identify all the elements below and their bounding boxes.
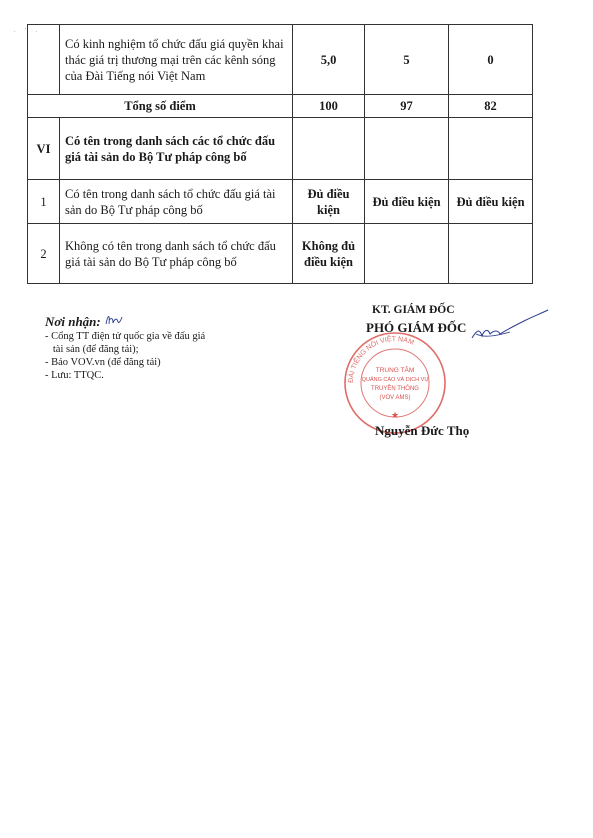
page-marks: . ' .	[14, 28, 42, 34]
section-number: VI	[28, 118, 60, 180]
row-number: 1	[28, 180, 60, 224]
score-cell: Đủ điều kiện	[449, 180, 533, 224]
svg-text:ĐÀI TIẾNG NÓI VIỆT NAM	[346, 334, 415, 383]
row-number: 2	[28, 224, 60, 284]
seal-line: (VOV AMS)	[379, 395, 411, 401]
seal-line: QUẢNG CÁO VÀ DỊCH VỤ	[361, 377, 429, 383]
max-score-cell: Không đủ điều kiện	[293, 224, 365, 284]
seal-line: TRUNG TÂM	[375, 367, 415, 374]
handwritten-signature	[470, 308, 550, 348]
criterion-cell: Không có tên trong danh sách tổ chức đấu giá tài sản do Bộ Tư pháp công bố	[60, 224, 293, 284]
total-row	[28, 95, 533, 118]
score-cell: 5	[365, 25, 449, 95]
recipients-block	[45, 312, 205, 382]
score-cell: Đủ điều kiện	[365, 180, 449, 224]
signer-title-line2: PHÓ GIÁM ĐỐC	[366, 320, 467, 335]
evaluation-table	[27, 24, 533, 284]
section-row	[28, 118, 533, 180]
recipients-title: Nơi nhận:	[45, 314, 101, 329]
total-score: 97	[365, 95, 449, 118]
seal-ring-text: ĐÀI TIẾNG NÓI VIỆT NAM	[347, 335, 415, 384]
svg-text:★: ★	[390, 410, 400, 420]
row-number	[28, 25, 60, 95]
criterion-cell: Có kinh nghiệm tổ chức đấu giá quyền khai thác giá trị thương mại trên các kênh sóng của Đài Tiếng nói Việt Nam	[60, 25, 293, 95]
total-max: 100	[293, 95, 365, 118]
recipient-item: - Báo VOV.vn (để đăng tải)	[45, 357, 161, 368]
table-row	[28, 25, 533, 95]
total-score: 82	[449, 95, 533, 118]
total-label: Tổng số điểm	[28, 95, 293, 118]
seal-line: TRUYỀN THÔNG	[371, 386, 419, 392]
initials-signature	[105, 312, 123, 330]
criterion-cell: Có tên trong danh sách tổ chức đấu giá tài sản do Bộ Tư pháp công bố	[60, 180, 293, 224]
max-score-cell: 5,0	[293, 25, 365, 95]
recipient-item: tài sản (để đăng tải);	[45, 344, 139, 355]
score-cell	[365, 224, 449, 284]
signer-title-line1: KT. GIÁM ĐỐC	[372, 304, 455, 316]
section-title: Có tên trong danh sách các tổ chức đấu giá tài sản do Bộ Tư pháp công bố	[60, 118, 293, 180]
max-score-cell: Đủ điều kiện	[293, 180, 365, 224]
official-seal	[340, 328, 450, 438]
signer-name: Nguyễn Đức Thọ	[375, 423, 470, 438]
score-cell	[449, 224, 533, 284]
recipient-item: - Lưu: TTQC.	[45, 370, 104, 381]
table-row	[28, 180, 533, 224]
table-row	[28, 224, 533, 284]
score-cell: 0	[449, 25, 533, 95]
recipient-item: - Cổng TT điện tử quốc gia về đấu giá	[45, 331, 206, 342]
